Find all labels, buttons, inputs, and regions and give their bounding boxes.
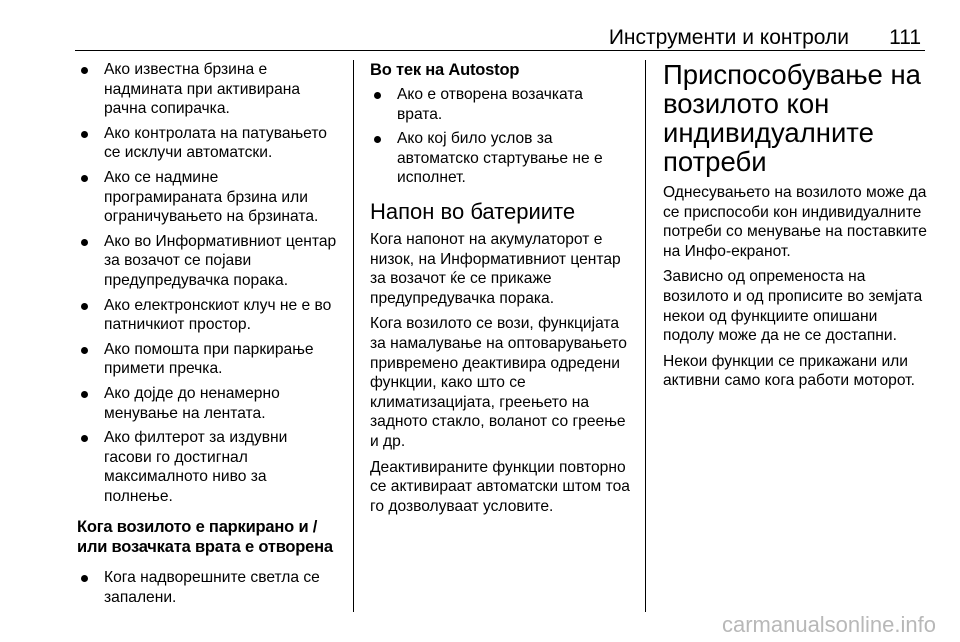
paragraph: Некои функции се прикажани или активни само кога работи моторот. <box>663 352 915 390</box>
autostop-heading: Во тек на Autostop <box>370 61 520 79</box>
paragraph: Кога возилото се вози, функцијата за намалување на оптоварувањето привремено деактивира одредени функции, како што се климатизацијата, греењето на задното стакло, воланот со греење и др. <box>370 315 627 450</box>
column-divider-1 <box>353 60 354 612</box>
paragraph: Деактивираните функции повторно се активираат автоматски штом тоа го дозволуваат условите. <box>370 458 630 515</box>
page-header <box>75 24 925 51</box>
watermark: carmanualsonline.info <box>721 612 936 637</box>
list-item: Ако се надмине програмираната брзина или ограничувањето на брзината. <box>77 168 339 227</box>
parked-section-heading: Кога возилото е паркирано и / или возачката врата е отворена <box>77 518 333 557</box>
column-3 <box>663 60 931 397</box>
paragraph: Зависно од опременоста на возилото и од прописите во земјата некои од функциите опишани подолу може да не се достапни. <box>663 268 923 345</box>
list-item: Ако помошта при паркирање примети пречка. <box>77 340 339 379</box>
list-item: Ако дојде до ненамерно менување на лентата. <box>77 384 339 423</box>
list-item: Ако е отворена возачката врата. <box>370 85 632 124</box>
paragraph: Кога напонот на акумулаторот е низок, на Информативниот центар за возачот ќе се прикаже предупредувачка порака. <box>370 230 621 307</box>
list-item: Ако во Информативниот центар за возачот се појави предупредувачка порака. <box>77 232 339 291</box>
column-2 <box>370 60 632 522</box>
list-item: Кога надворешните светла се запалени. <box>77 568 339 607</box>
parked-conditions-list <box>77 568 339 607</box>
list-item: Ако известна брзина е надмината при активирана рачна сопирачка. <box>77 60 339 119</box>
list-item: Ако филтерот за издувни гасови го достигнал максималното ниво за полнење. <box>77 428 339 506</box>
page-number: 111 <box>889 26 921 49</box>
list-item: Ако контролата на патувањето се исклучи автоматски. <box>77 124 339 163</box>
battery-voltage-heading: Напон во батериите <box>370 198 576 224</box>
warning-conditions-list <box>77 60 339 506</box>
column-divider-2 <box>645 60 646 612</box>
running-title: Инструменти и контроли <box>608 26 849 49</box>
list-item: Ако кој било услов за автоматско стартување не е исполнет. <box>370 129 632 188</box>
personalization-heading: Приспособување на возилото кон индивидуалните потреби <box>663 59 921 177</box>
autostop-conditions-list <box>370 85 632 188</box>
paragraph: Однесувањето на возилото може да се приспособи кон индивидуалните потреби со менување на поставките на Инфо-екранот. <box>663 184 927 260</box>
column-1 <box>77 60 339 613</box>
list-item: Ако електронскиот клуч не е во патничкиот простор. <box>77 296 339 335</box>
